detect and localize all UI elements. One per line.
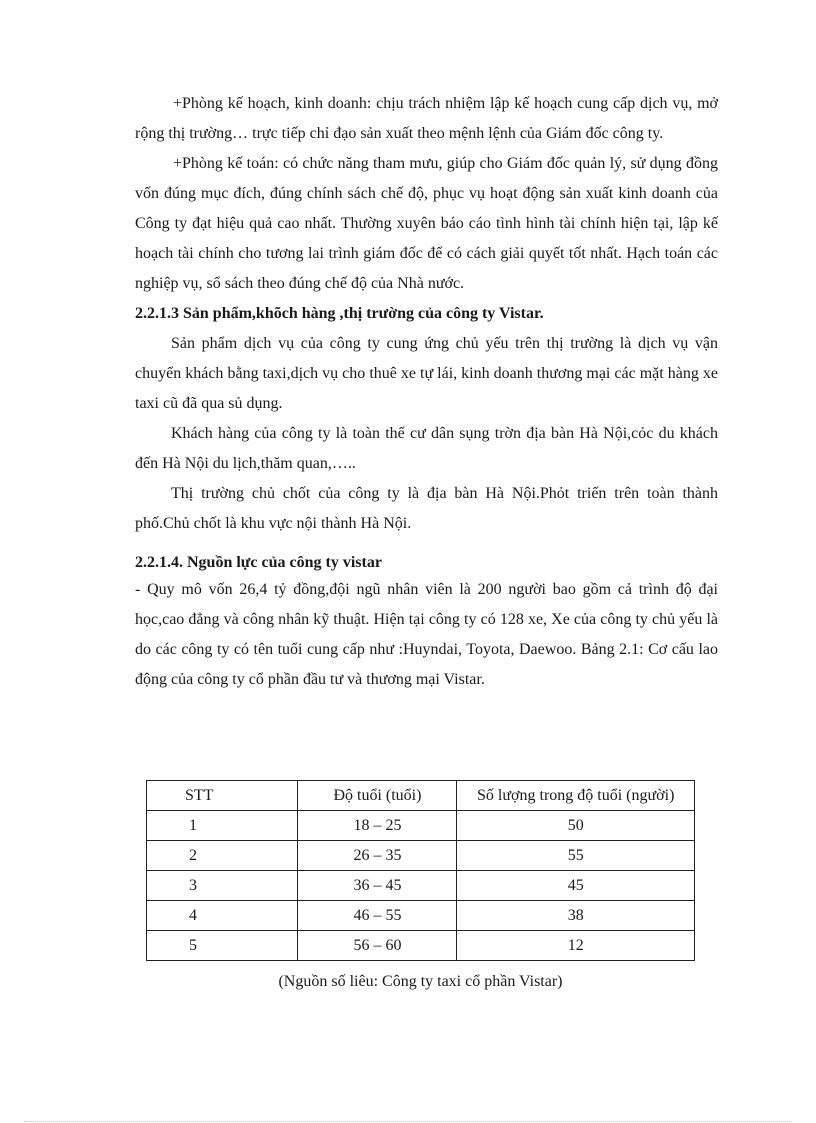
table-cell-age: 26 – 35 bbox=[298, 841, 457, 871]
paragraph-products: Sản phẩm dịch vụ của công ty cung ứng chủ yếu trên thị trường là dịch vụ vận chuyển khách bằng taxi,dịch vụ cho thuê xe tự lái, kinh doanh thương mại các mặt hàng xe taxi cũ đã qua sủ dụng. bbox=[135, 335, 718, 412]
table-cell-count: 45 bbox=[457, 871, 695, 901]
table-cell-stt: 4 bbox=[147, 901, 298, 931]
paragraph-planning-department: +Phòng kế hoạch, kinh doanh: chịu trách nhiệm lập kế hoạch cung cấp dịch vụ, mở rộng thị trường… trực tiếp chỉ đạo sản xuất theo mệnh lệnh của Giám đốc công ty. bbox=[135, 95, 718, 142]
table-source-note: (Nguồn số liêu: Công ty taxi cổ phần Vistar) bbox=[278, 973, 563, 990]
paragraph-accounting-department: +Phòng kế toán: có chức năng tham mưu, giúp cho Giám đốc quản lý, sử dụng đồng vốn đúng mục đích, đúng chính sách chế độ, phục vụ hoạt động sản xuất kinh doanh của Công ty đạt hiệu quả cao nhất. Thường xuyên báo cáo tình hình tài chính hiện tại, lập kế hoạch tài chính cho tương lai trình giám đốc để có cách giải quyết tốt nhất. Hạch toán các nghiệp vụ, sổ sách theo đúng chế độ của Nhà nước. bbox=[135, 155, 718, 292]
table-cell-count: 38 bbox=[457, 901, 695, 931]
table-row bbox=[147, 931, 695, 961]
table-cell-stt: 1 bbox=[147, 811, 298, 841]
table-cell-stt: 5 bbox=[147, 931, 298, 961]
table-row bbox=[147, 901, 695, 931]
table-cell-count: 50 bbox=[457, 811, 695, 841]
paragraph-market: Thị trường chủ chốt của công ty là địa bàn Hà Nội.Phỏt triển trên toàn thành phố.Chủ chốt là khu vực nội thành Hà Nội. bbox=[135, 485, 718, 532]
labor-structure-table bbox=[146, 780, 695, 961]
table-cell-stt: 2 bbox=[147, 841, 298, 871]
table-cell-age: 36 – 45 bbox=[298, 871, 457, 901]
spacer bbox=[135, 539, 718, 551]
table-cell-stt: 3 bbox=[147, 871, 298, 901]
table-row bbox=[147, 841, 695, 871]
table-cell-age: 46 – 55 bbox=[298, 901, 457, 931]
table-header-count: Số lượng trong độ tuổi (người) bbox=[457, 781, 695, 811]
table-cell-age: 56 – 60 bbox=[298, 931, 457, 961]
table-header-stt: STT bbox=[147, 781, 298, 811]
table-header-age: Độ tuổi (tuổi) bbox=[298, 781, 457, 811]
document-body bbox=[135, 89, 718, 695]
paragraph-resources: - Quy mô vốn 26,4 tỷ đồng,đội ngũ nhân viên là 200 người bao gồm cả trình độ đại học,cao đẳng và công nhân kỹ thuật. Hiện tại công ty có 128 xe, Xe của công ty chủ yếu là do các công ty có tên tuổi cung cấp như :Huyndai, Toyota, Daewoo. Bảng 2.1: Cơ cấu lao động của công ty cổ phần đầu tư và thương mại Vistar. bbox=[135, 581, 718, 688]
paragraph-customers: Khách hàng của công ty là toàn thể cư dân sụng trờn địa bàn Hà Nội,cỏc du khách đến Hà Nội du lịch,thăm quan,….. bbox=[135, 425, 718, 472]
table-cell-count: 55 bbox=[457, 841, 695, 871]
table-row bbox=[147, 811, 695, 841]
page-bottom-divider bbox=[24, 1121, 792, 1122]
table-cell-count: 12 bbox=[457, 931, 695, 961]
table-row bbox=[147, 871, 695, 901]
table-header-row bbox=[147, 781, 695, 811]
section-heading-resources: 2.2.1.4. Nguồn lực của công ty vistar bbox=[135, 554, 382, 571]
table-cell-age: 18 – 25 bbox=[298, 811, 457, 841]
section-heading-products-customers-market: 2.2.1.3 Sản phẩm,khõch hàng ,thị trường của công ty Vistar. bbox=[135, 305, 544, 322]
